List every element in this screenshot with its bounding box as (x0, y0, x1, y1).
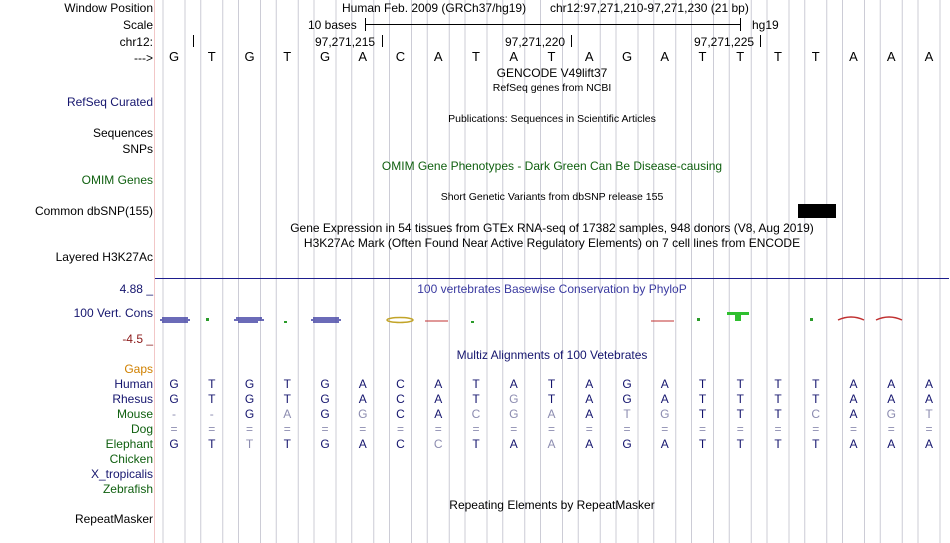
alignment-base: = (510, 422, 518, 436)
alignment-base: T (208, 377, 216, 391)
track-label-conservation[interactable]: 100 Vert. Cons (73, 306, 153, 320)
track-title-publications: Publications: Sequences in Scientific Articles (448, 113, 656, 125)
phylop-glyph (284, 321, 287, 323)
phylop-glyph (387, 318, 413, 323)
alignment-base: = (359, 422, 367, 436)
alignment-base: T (736, 392, 744, 406)
alignment-base: G (886, 407, 896, 421)
alignment-base: T (472, 392, 480, 406)
alignment-base: = (623, 422, 631, 436)
alignment-base: T (547, 392, 556, 406)
reference-base: T (774, 49, 782, 64)
species-label-elephant[interactable]: Elephant (105, 437, 153, 451)
reference-base: A (584, 49, 594, 64)
alignment-base: T (774, 437, 782, 451)
position-readout: chr12:97,271,210-97,271,230 (21 bp) (550, 1, 749, 15)
alignment-base: A (887, 437, 896, 451)
species-label-chicken[interactable]: Chicken (109, 452, 153, 466)
alignment-base: A (585, 407, 594, 421)
alignment-base: T (472, 377, 480, 391)
ruler-coord-3: 97,271,225 (694, 35, 755, 49)
alignment-base: = (698, 422, 706, 436)
alignment-base: A (547, 437, 556, 451)
phylop-glyph (727, 312, 749, 321)
cons-min-label: -4.5 _ (122, 332, 153, 346)
reference-base: C (395, 49, 406, 64)
alignment-base: A (660, 392, 669, 406)
window-position-label: Window Position (64, 1, 153, 15)
alignment-base: A (358, 437, 367, 451)
phylop-glyph (471, 321, 474, 323)
alignment-base: T (736, 377, 744, 391)
alignment-base: G (509, 407, 519, 421)
alignment-base: = (396, 422, 404, 436)
alignment-base: T (208, 392, 216, 406)
reference-base: T (811, 49, 820, 64)
reference-base: A (849, 49, 858, 64)
alignment-base: G (358, 407, 368, 421)
reference-base: T (283, 49, 292, 64)
alignment-base: G (320, 437, 330, 451)
alignment-base: T (774, 377, 782, 391)
alignment-base: A (283, 407, 292, 421)
alignment-base: T (698, 407, 707, 421)
alignment-base: A (849, 407, 858, 421)
alignment-base: G (622, 437, 632, 451)
track-title-gtex: Gene Expression in 54 tissues from GTEx RNA-seq of 17382 samples, 948 donors (V8, Aug 2019) (290, 221, 814, 235)
track-label-gaps[interactable]: Gaps (124, 362, 153, 376)
phylop-glyph (311, 318, 341, 322)
ruler-coord-2: 97,271,220 (505, 35, 566, 49)
track-title-multiz: Multiz Alignments of 100 Vetebrates (456, 348, 648, 362)
alignment-base: A (509, 437, 518, 451)
alignment-base: G (244, 392, 255, 406)
alignment-base: A (924, 437, 933, 451)
track-label-refseq[interactable]: RefSeq Curated (66, 95, 153, 109)
alignment-base: A (660, 377, 669, 391)
alignment-base: = (321, 422, 329, 436)
alignment-base: = (245, 422, 253, 436)
track-title-phylop: 100 vertebrates Basewise Conservation by PhyloP (417, 282, 687, 296)
alignment-base: T (736, 407, 744, 421)
track-title-repeatmasker: Repeating Elements by RepeatMasker (449, 498, 655, 512)
alignment-base: A (585, 437, 594, 451)
alignment-base: T (812, 377, 820, 391)
alignment-base: = (208, 422, 216, 436)
alignment-base: G (244, 407, 255, 421)
alignment-base: T (245, 437, 254, 451)
phylop-glyph (697, 318, 700, 321)
reference-base: A (886, 49, 896, 64)
species-label-dog[interactable]: Dog (130, 422, 153, 436)
alignment-base: A (924, 377, 933, 391)
species-label-human[interactable]: Human (114, 377, 153, 391)
reference-base: T (547, 49, 556, 64)
alignment-base: A (585, 392, 594, 406)
alignment-base: T (698, 377, 707, 391)
reference-base: G (168, 49, 180, 64)
phylop-glyph (160, 318, 190, 322)
species-label-x_tropicalis[interactable]: X_tropicalis (90, 467, 153, 481)
alignment-base: A (924, 392, 933, 406)
alignment-base: A (509, 377, 518, 391)
alignment-base: G (244, 377, 255, 391)
alignment-base: C (396, 407, 405, 421)
reference-base: G (319, 49, 331, 64)
alignment-base: C (811, 407, 821, 421)
alignment-base: C (433, 437, 443, 451)
assembly-title: Human Feb. 2009 (GRCh37/hg19) (342, 1, 527, 15)
alignment-base: G (509, 392, 519, 406)
alignment-base: = (812, 422, 820, 436)
species-label-mouse[interactable]: Mouse (116, 407, 153, 421)
track-title-h3k27ac: H3K27Ac Mark (Often Found Near Active Regulatory Elements) on 7 cell lines from ENCODE (303, 236, 801, 250)
alignment-base: T (925, 407, 933, 421)
alignment-base: = (170, 422, 178, 436)
alignment-base: C (396, 392, 405, 406)
phylop-glyph (234, 318, 264, 322)
phylop-glyph (810, 318, 813, 321)
reference-base: T (472, 49, 480, 64)
chrom-label: chr12: (119, 35, 153, 49)
alignment-base: C (396, 377, 405, 391)
track-label-snps[interactable]: SNPs (122, 142, 153, 156)
alignment-base: = (472, 422, 480, 436)
alignment-base: A (434, 377, 443, 391)
alignment-base: = (547, 422, 555, 436)
alignment-base: A (358, 392, 367, 406)
reference-base: T (207, 49, 216, 64)
alignment-base: A (849, 437, 858, 451)
strand-label[interactable]: ---> (134, 51, 153, 65)
alignment-base: = (849, 422, 857, 436)
alignment-base: G (660, 407, 670, 421)
alignment-base: T (208, 437, 216, 451)
reference-base: G (621, 49, 633, 64)
alignment-base: A (434, 392, 443, 406)
alignment-base: A (434, 407, 443, 421)
track-title-dbsnp: Short Genetic Variants from dbSNP release 155 (440, 191, 664, 203)
ruler-coord-1: 97,271,215 (315, 35, 376, 49)
alignment-base: T (736, 437, 744, 451)
alignment-base: A (887, 377, 896, 391)
alignment-base: = (661, 422, 669, 436)
alignment-base: G (169, 392, 179, 406)
alignment-base: = (434, 422, 442, 436)
alignment-base: G (320, 392, 330, 406)
alignment-base: C (396, 437, 405, 451)
scale-bases-label: 10 bases (308, 18, 357, 32)
alignment-base: A (358, 377, 367, 391)
alignment-base: C (471, 407, 481, 421)
phylop-glyph (876, 317, 902, 320)
alignment-base: G (320, 407, 330, 421)
alignment-base: T (698, 392, 707, 406)
alignment-base: T (774, 392, 782, 406)
track-label-h3k27ac[interactable]: Layered H3K27Ac (55, 250, 153, 264)
phylop-glyph (206, 318, 209, 321)
track-title-refseq: RefSeq genes from NCBI (492, 82, 612, 94)
reference-base: A (509, 49, 519, 64)
alignment-base: G (169, 377, 179, 391)
alignment-base: G (320, 377, 330, 391)
track-label-dbsnp[interactable]: Common dbSNP(155) (34, 204, 153, 218)
alignment-base: A (660, 437, 669, 451)
alignment-base: T (698, 437, 707, 451)
alignment-base: G (622, 392, 632, 406)
alignment-base: T (774, 407, 782, 421)
reference-base: G (244, 49, 255, 64)
alignment-base: = (736, 422, 744, 436)
track-title-omim: OMIM Gene Phenotypes - Dark Green Can Be Disease-causing (381, 159, 723, 173)
scale-db-label: hg19 (752, 18, 779, 32)
track-label-omim[interactable]: OMIM Genes (81, 173, 153, 187)
alignment-base: T (812, 392, 820, 406)
alignment-base: A (849, 377, 858, 391)
alignment-base: T (283, 437, 291, 451)
alignment-base: T (472, 437, 480, 451)
alignment-base: A (887, 392, 896, 406)
track-title-gencode: GENCODE V49lift37 (496, 66, 608, 80)
alignment-base: T (547, 377, 556, 391)
phylop-glyph (838, 317, 864, 320)
alignment-base: G (169, 437, 179, 451)
alignment-base: - (209, 407, 214, 421)
alignment-base: A (585, 377, 594, 391)
reference-base: T (698, 49, 707, 64)
alignment-base: T (623, 407, 631, 421)
reference-base: T (736, 49, 745, 64)
track-label-repeatmasker[interactable]: RepeatMasker (74, 512, 153, 526)
alignment-base: T (812, 437, 820, 451)
alignment-base: = (774, 422, 782, 436)
alignment-base: = (887, 422, 895, 436)
reference-base: A (358, 49, 368, 64)
alignment-base: = (283, 422, 291, 436)
alignment-base: = (925, 422, 933, 436)
track-label-sequences[interactable]: Sequences (92, 126, 153, 140)
alignment-base: G (622, 377, 632, 391)
cons-max-label: 4.88 _ (119, 282, 153, 296)
reference-base: A (924, 49, 934, 64)
reference-base: A (433, 49, 443, 64)
alignment-base: T (283, 377, 291, 391)
species-label-rhesus[interactable]: Rhesus (112, 392, 153, 406)
alignment-base: A (849, 392, 858, 406)
scale-label: Scale (122, 18, 153, 32)
species-label-zebrafish[interactable]: Zebrafish (102, 482, 153, 496)
alignment-base: - (172, 407, 176, 421)
alignment-base: = (585, 422, 593, 436)
alignment-base: A (547, 407, 556, 421)
alignment-base: T (283, 392, 291, 406)
reference-base: A (660, 49, 670, 64)
